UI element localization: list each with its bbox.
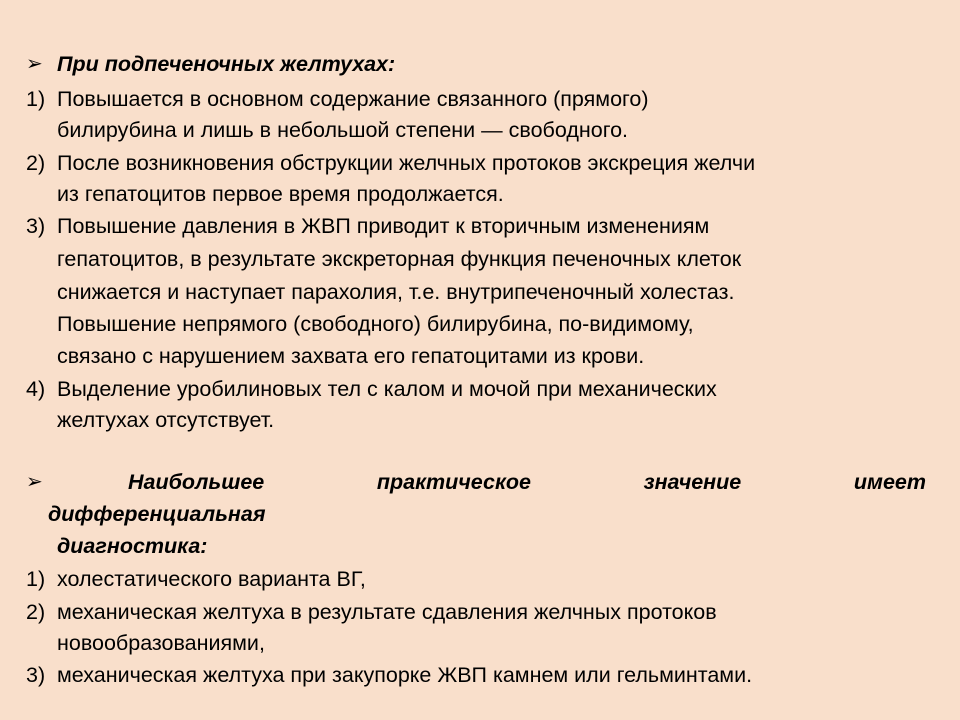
heading-word: имеет	[853, 470, 926, 494]
list-item-text: новообразованиями,	[57, 631, 265, 655]
list-item-text: Повышение непрямого (свободного) билирубина, по-видимому,	[57, 312, 694, 336]
list-item-number: 2)	[26, 600, 46, 624]
list-item-text: снижается и наступает парахолия, т.е. внутрипеченочный холестаз.	[57, 280, 735, 304]
list-item-text: гепатоцитов, в результате экскреторная функция печеночных клеток	[57, 247, 742, 271]
list-item-text: После возникновения обструкции желчных протоков экскреция желчи	[57, 151, 756, 175]
list-item-text: Выделение уробилиновых тел с калом и мочой при механических	[57, 377, 717, 401]
list-item-number: 4)	[26, 377, 46, 401]
list-item-text: механическая желтуха в результате сдавления желчных протоков	[57, 600, 717, 624]
list-item-number: 2)	[26, 151, 46, 175]
list-item-text: желтухах отсутствует.	[57, 408, 275, 432]
section2-heading-line2: дифференциальная	[48, 502, 266, 526]
section2-heading-line1	[128, 467, 926, 498]
heading-word: Наибольшее	[128, 470, 265, 494]
list-item-text: механическая желтуха при закупорке ЖВП камнем или гельминтами.	[57, 663, 753, 687]
section2-heading-line3: диагностика:	[57, 534, 208, 558]
arrow-bullet-icon: ➢	[26, 53, 43, 75]
list-item-number: 1)	[26, 87, 46, 111]
list-item-text: из гепатоцитов первое время продолжается.	[57, 182, 504, 206]
arrow-bullet-icon: ➢	[26, 471, 43, 493]
list-item-text: билирубина и лишь в небольшой степени — свободного.	[57, 118, 628, 142]
list-item-number: 3)	[26, 663, 46, 687]
list-item-number: 3)	[26, 214, 46, 238]
heading-word: практическое	[376, 470, 531, 494]
section1-heading: При подпеченочных желтухах:	[57, 52, 396, 76]
heading-word: значение	[643, 470, 742, 494]
list-item-text: Повышается в основном содержание связанного (прямого)	[57, 87, 649, 111]
list-item-text: холестатического варианта ВГ,	[57, 567, 366, 591]
list-item-text: Повышение давления в ЖВП приводит к вторичным изменениям	[57, 214, 710, 238]
list-item-text: связано с нарушением захвата его гепатоцитами из крови.	[57, 344, 645, 368]
list-item-number: 1)	[26, 567, 46, 591]
